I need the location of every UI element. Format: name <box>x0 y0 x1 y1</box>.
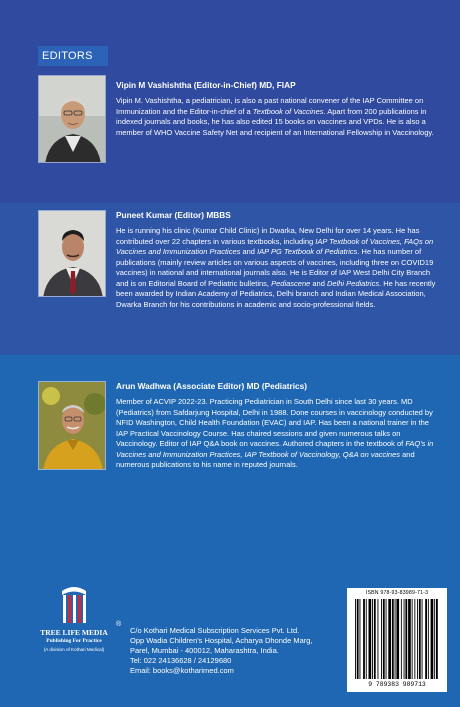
bio-text: Member of ACVIP 2022-23. Practicing Pediatrician in South Delhi since last 30 years. MD (Pediatrics) from Safdarjung Hospital, Delhi in 1988. Done courses in vaccinology conducted by NFID Washington, Child Health Foundation (EVAC) and IAP. Has been a national trainer in the IAP Practical Vaccinology Course. Has chaired sessions and given numerous talks on Vaccinology. Editor of IAP Q&A book on vaccines. Authored chapters in the textbook of <box>116 397 433 448</box>
address-phone: Tel: 022 24136628 / 24129680 <box>130 656 232 665</box>
barcode-bar <box>357 599 359 679</box>
publisher-name: TREE LIFE MEDIA <box>40 628 108 637</box>
barcode-bar <box>366 599 367 679</box>
editor-1-photo <box>38 75 106 163</box>
barcode-bar <box>372 599 373 679</box>
barcode-bar <box>378 599 379 679</box>
publisher-division: (A division of Kothari Medical) <box>43 647 105 652</box>
address-line: Opp Wadia Children's Hospital, Acharya Dhonde Marg, <box>130 636 313 645</box>
barcode-bar <box>392 599 394 679</box>
editor-2-photo <box>38 210 106 297</box>
editor-1-bio <box>116 96 438 138</box>
editor-3-name: Arun Wadhwa (Associate Editor) MD (Pediatrics) <box>116 381 308 391</box>
barcode-bar <box>363 599 365 679</box>
bio-text: and <box>240 247 258 256</box>
bio-text: and <box>310 278 327 288</box>
barcode-bar <box>355 599 356 679</box>
barcode-bar <box>395 599 396 679</box>
bio-text: . He has number of publications (mainly review articles on various aspects of vaccines, including three on COVID19 vaccines) in national and international journals also. He is Editor of IAP West Delhi City Branch and is on Editorial Board of Pediatric bulletins, <box>116 247 434 288</box>
publisher-tagline: Publishing For Practice <box>46 638 102 644</box>
barcode-bar <box>434 599 435 679</box>
editor-3-photo <box>38 381 106 470</box>
section-tag: EDITORS <box>38 46 108 66</box>
barcode-bar <box>360 599 361 679</box>
address-email: Email: books@kotharimed.com <box>130 666 234 675</box>
barcode-bars <box>353 599 441 679</box>
address-line: C/o Kothari Medical Subscription Services Pvt. Ltd. <box>130 626 300 635</box>
bio-text: He is running his clinic (Kumar Child Clinic) in Dwarka, New Delhi for over 14 years. He has contributed over 22 chapters in various textbooks, including <box>116 226 420 246</box>
tree-logo-icon <box>52 585 96 625</box>
barcode-bar <box>422 599 423 679</box>
barcode-bar <box>436 599 438 679</box>
barcode-bar <box>412 599 413 679</box>
barcode-bar <box>419 599 421 679</box>
bio-text: . Apart from 200 publications in indexed journals and books, he has also edited 15 books on vaccines and VPDs. He is also a member of WHO Vaccine Safety Net and recipient of an International Fellowship in Vaccinology. <box>116 106 434 137</box>
barcode-bar <box>383 599 385 679</box>
bio-italic-title: FAQ's in Vaccines and Immunization Practices, IAP Textbook of Vaccinology, Q&A on vaccines <box>116 439 434 459</box>
bio-italic-title: Pediascene <box>271 278 311 288</box>
bio-text: and numerous publications to his name in reputed journals. <box>116 449 415 469</box>
barcode-bar <box>405 599 407 679</box>
barcode-bar <box>396 599 399 679</box>
publisher-logo <box>28 585 128 675</box>
barcode-bar <box>404 599 405 679</box>
registered-mark: ® <box>116 621 122 628</box>
bio-text: Vipin M. Vashishtha, a pediatrician, is also a past national convener of the IAP Committee on Immunization and the Editor-in-chief of a <box>116 96 424 116</box>
editor-2-name: Puneet Kumar (Editor) MBBS <box>116 210 231 220</box>
barcode-bar <box>374 599 376 679</box>
editor-2-bio <box>116 226 438 310</box>
isbn-label: ISBN 978-93-83989-71-3 <box>365 590 429 596</box>
bio-italic-title: Delhi Pediatrics <box>326 278 380 288</box>
barcode-bar <box>417 599 418 679</box>
barcode-digits: 9 789383 989713 <box>368 681 426 688</box>
editor-3-bio <box>116 397 438 471</box>
barcode-bar <box>401 599 402 679</box>
barcode-bar <box>388 599 391 679</box>
barcode-bar <box>431 599 434 679</box>
barcode-bar <box>386 599 387 679</box>
editor-1-name: Vipin M Vashishtha (Editor-in-Chief) MD, FIAP <box>116 80 296 90</box>
address-line: Parel, Mumbai - 400012, Maharashtra, India. <box>130 646 279 655</box>
barcode-bar <box>369 599 372 679</box>
barcode-bar <box>381 599 382 679</box>
barcode-bar <box>425 599 427 679</box>
isbn-barcode <box>347 588 447 692</box>
bio-text: . He has recently been awarded by Indian Academy of Pediatrics, Delhi branch and Indian Medical Association, Dwarka Branch for his contributions in academic and socio-professional fields. <box>116 278 436 309</box>
bio-italic-title: IAP PG Textbook of Pediatrics <box>257 247 358 256</box>
bio-italic-title: IAP Textbook of Vaccines, FAQs on Vaccines and Immunization Practices <box>116 236 434 256</box>
barcode-bar <box>414 599 415 679</box>
barcode-bar <box>408 599 411 679</box>
barcode-bar <box>428 599 429 679</box>
publisher-address <box>130 626 313 676</box>
bio-italic-title: Textbook of Vaccines <box>252 106 324 116</box>
